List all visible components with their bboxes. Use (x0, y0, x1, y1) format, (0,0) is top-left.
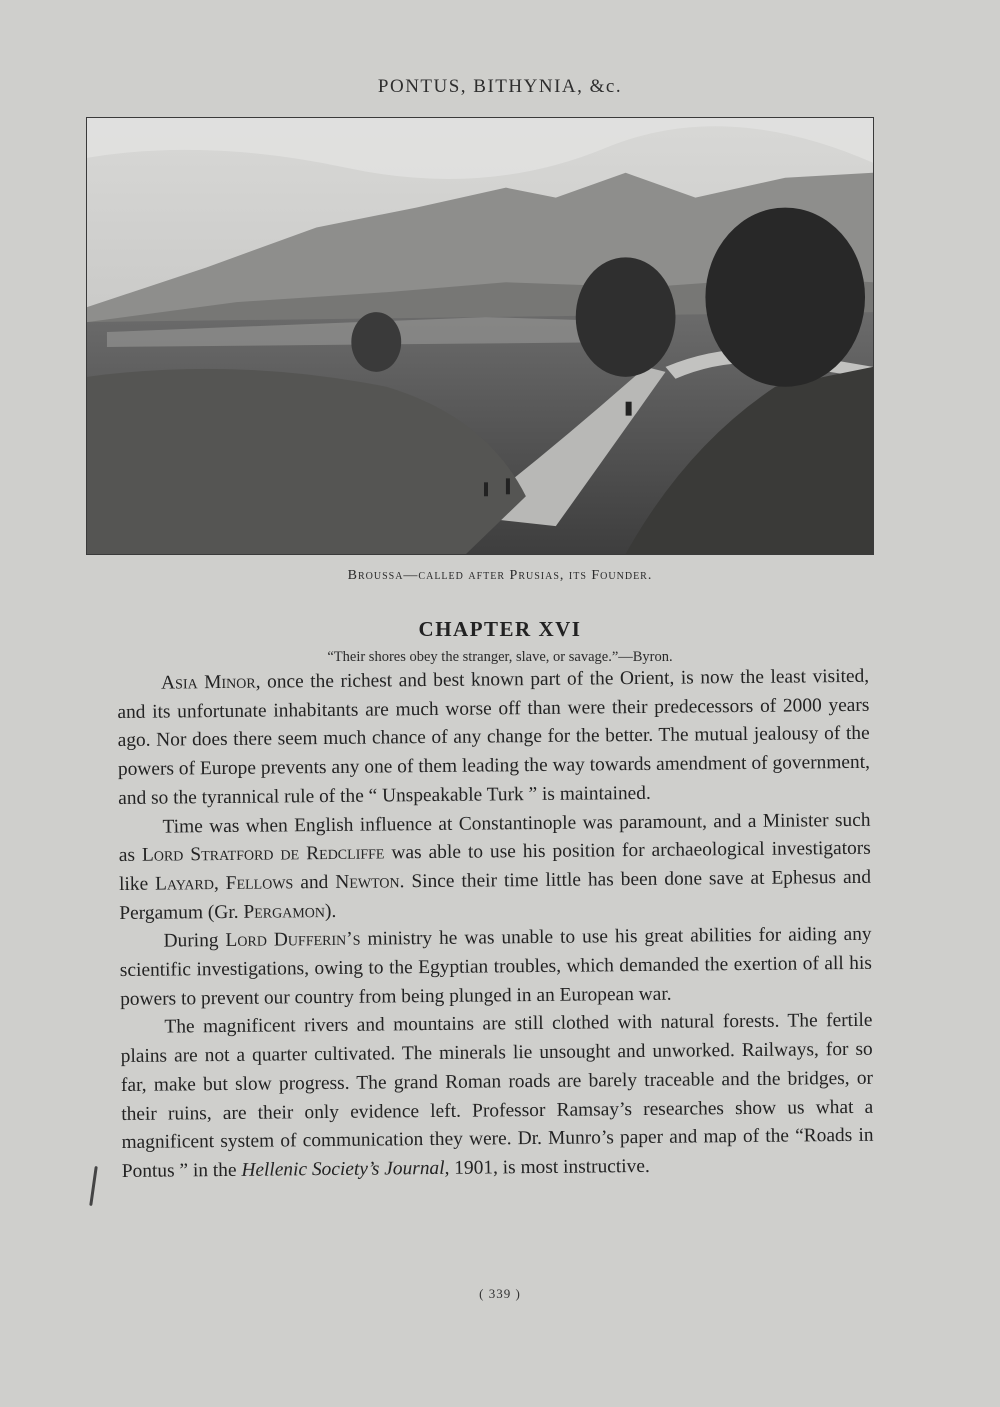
epigraph: “Their shores obey the stranger, slave, or savage.”—Byron. (327, 649, 673, 665)
photograph-plate (86, 117, 874, 555)
paragraph-1: Asia Minor, once the richest and best known part of the Orient, is now the least visited, and its unfortunate inhabitants are much worse off than were their predecessors of 2000 years ago. Nor does there seem much chance of any change for the better. The mutual jealousy of the powers of Europe prevents any one of them leading the way towards amendment of government, and so the tyrannical rule of the “ Unspeakable Turk ” is maintained. (117, 665, 871, 809)
tree-middle (351, 312, 401, 372)
running-head: PONTUS, BITHYNIA, &c. (377, 76, 623, 97)
paragraph-2: Time was when English influence at Constantinople was paramount, and a Minister such as Lord Stratford de Redcliffe was able to use his position for archaeological investigators like Layard, Fellows and Newton. Since their time little has been done save at Ephesus and Pergamum (Gr. Pergamon). (118, 809, 872, 924)
figure-one (484, 482, 488, 496)
body-text (117, 663, 874, 1187)
paragraph-4: The magnificent rivers and mountains are still clothed with natural forests. The fertile plains are not a quarter cultivated. The minerals lie unsought and unworked. Railways, for so far, make but slow progress. The grand Roman roads are barely traceable and the bridges, or their ruins, are their only evidence left. Professor Ramsay’s researches show us what a magnificent system of communication they were. Dr. Munro’s paper and map of the “Roads in Pontus ” in the Hellenic Society’s Journal, 1901, is most instructive. (120, 1010, 874, 1182)
figure-two (506, 478, 510, 494)
carriage (626, 402, 632, 416)
chapter-title: CHAPTER XVI (418, 617, 582, 641)
tree-right (705, 208, 865, 387)
plate-caption: Broussa—called after Prusias, its Founder. (347, 568, 653, 583)
pencil-margin-mark (89, 1166, 98, 1206)
tree-left (576, 257, 676, 376)
paragraph-3: During Lord Dufferin’s ministry he was unable to use his great abilities for aiding any scientific investigations, owing to the Egyptian troubles, which demanded the exertion of all his powers to prevent our country from being plunged in an European war. (119, 924, 872, 1010)
page-number: ( 339 ) (479, 1286, 521, 1301)
landscape-photograph (87, 118, 873, 554)
